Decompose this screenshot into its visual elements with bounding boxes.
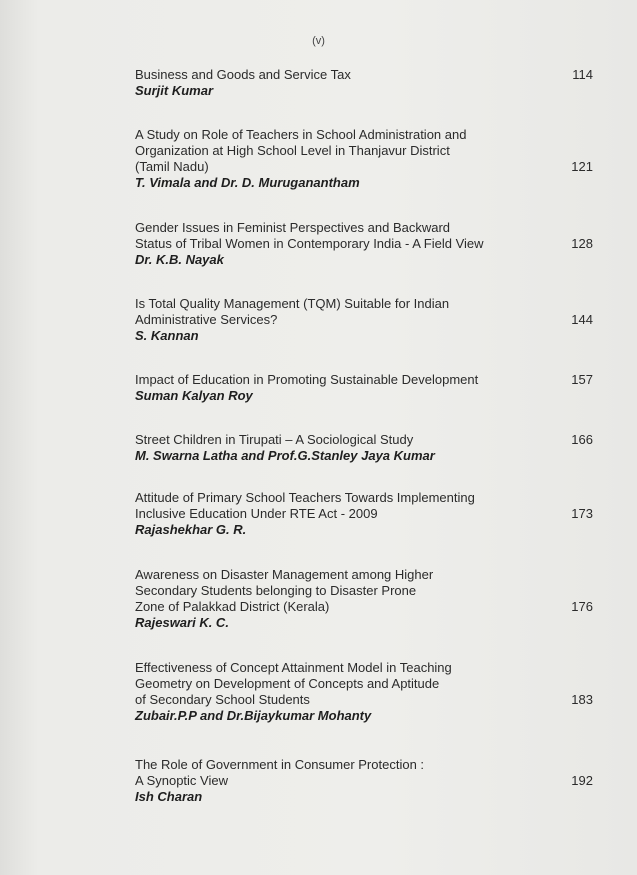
entry-title-line: Gender Issues in Feminist Perspectives and Backward <box>135 220 451 235</box>
entry-title-line: The Role of Government in Consumer Protection : <box>135 757 425 772</box>
entry-title-line: Organization at High School Level in Thanjavur District <box>135 143 450 158</box>
entry-author: Rajeswari K. C. <box>135 615 229 630</box>
entry-author: Surjit Kumar <box>135 83 214 98</box>
toc-entry <box>135 660 605 724</box>
entry-title-line: Is Total Quality Management (TQM) Suitable for Indian <box>135 296 450 311</box>
toc-entry <box>135 372 605 404</box>
entry-title-line: Business and Goods and Service Tax <box>135 67 351 82</box>
entry-author: T. Vimala and Dr. D. Muruganantham <box>135 175 360 190</box>
toc-entry <box>135 67 605 99</box>
entry-author: M. Swarna Latha and Prof.G.Stanley Jaya Kumar <box>135 448 435 463</box>
entry-title-line: (Tamil Nadu) <box>135 159 209 174</box>
toc-entry <box>135 757 605 805</box>
entry-title-line: Attitude of Primary School Teachers Towards Implementing <box>135 490 475 505</box>
entry-author: Rajashekhar G. R. <box>135 522 247 537</box>
toc-entry <box>135 567 605 631</box>
entry-title-line: of Secondary School Students <box>135 692 310 707</box>
entry-author: Suman Kalyan Roy <box>135 388 253 403</box>
entry-title-line: Geometry on Development of Concepts and Aptitude <box>135 676 440 691</box>
entry-page-number: 114 <box>572 67 593 82</box>
entry-title-line: Zone of Palakkad District (Kerala) <box>135 599 330 614</box>
entry-author: Ish Charan <box>135 789 203 804</box>
entry-title-line: A Synoptic View <box>135 773 228 788</box>
entry-author: S. Kannan <box>135 328 199 343</box>
entry-title-line: Impact of Education in Promoting Sustainable Development <box>135 372 479 387</box>
toc-entry <box>135 432 605 464</box>
entry-title-line: Secondary Students belonging to Disaster Prone <box>135 583 417 598</box>
entry-author: Dr. K.B. Nayak <box>135 252 224 267</box>
entry-title-line: Inclusive Education Under RTE Act - 2009 <box>135 506 378 521</box>
entry-page-number: 176 <box>571 599 593 614</box>
entry-title-line: Administrative Services? <box>135 312 278 327</box>
entry-title-line: A Study on Role of Teachers in School Administration and <box>135 127 467 142</box>
entry-page-number: 121 <box>571 159 593 174</box>
entry-page-number: 192 <box>571 773 593 788</box>
entry-author: Zubair.P.P and Dr.Bijaykumar Mohanty <box>135 708 372 723</box>
entry-page-number: 128 <box>571 236 593 251</box>
toc-entry <box>135 220 605 268</box>
page-roman-numeral: (v) <box>312 35 325 47</box>
entry-title-line: Street Children in Tirupati – A Sociological Study <box>135 432 414 447</box>
entry-page-number: 157 <box>571 372 593 387</box>
entry-page-number: 183 <box>571 692 593 707</box>
toc-entry <box>135 490 605 538</box>
entry-page-number: 173 <box>571 506 593 521</box>
entry-page-number: 166 <box>571 432 593 447</box>
entry-title-line: Status of Tribal Women in Contemporary India - A Field View <box>135 236 484 251</box>
entry-page-number: 144 <box>571 312 593 327</box>
entry-title-line: Awareness on Disaster Management among Higher <box>135 567 434 582</box>
entry-title-line: Effectiveness of Concept Attainment Model in Teaching <box>135 660 452 675</box>
toc-entry <box>135 296 605 344</box>
toc-entry <box>135 127 605 191</box>
